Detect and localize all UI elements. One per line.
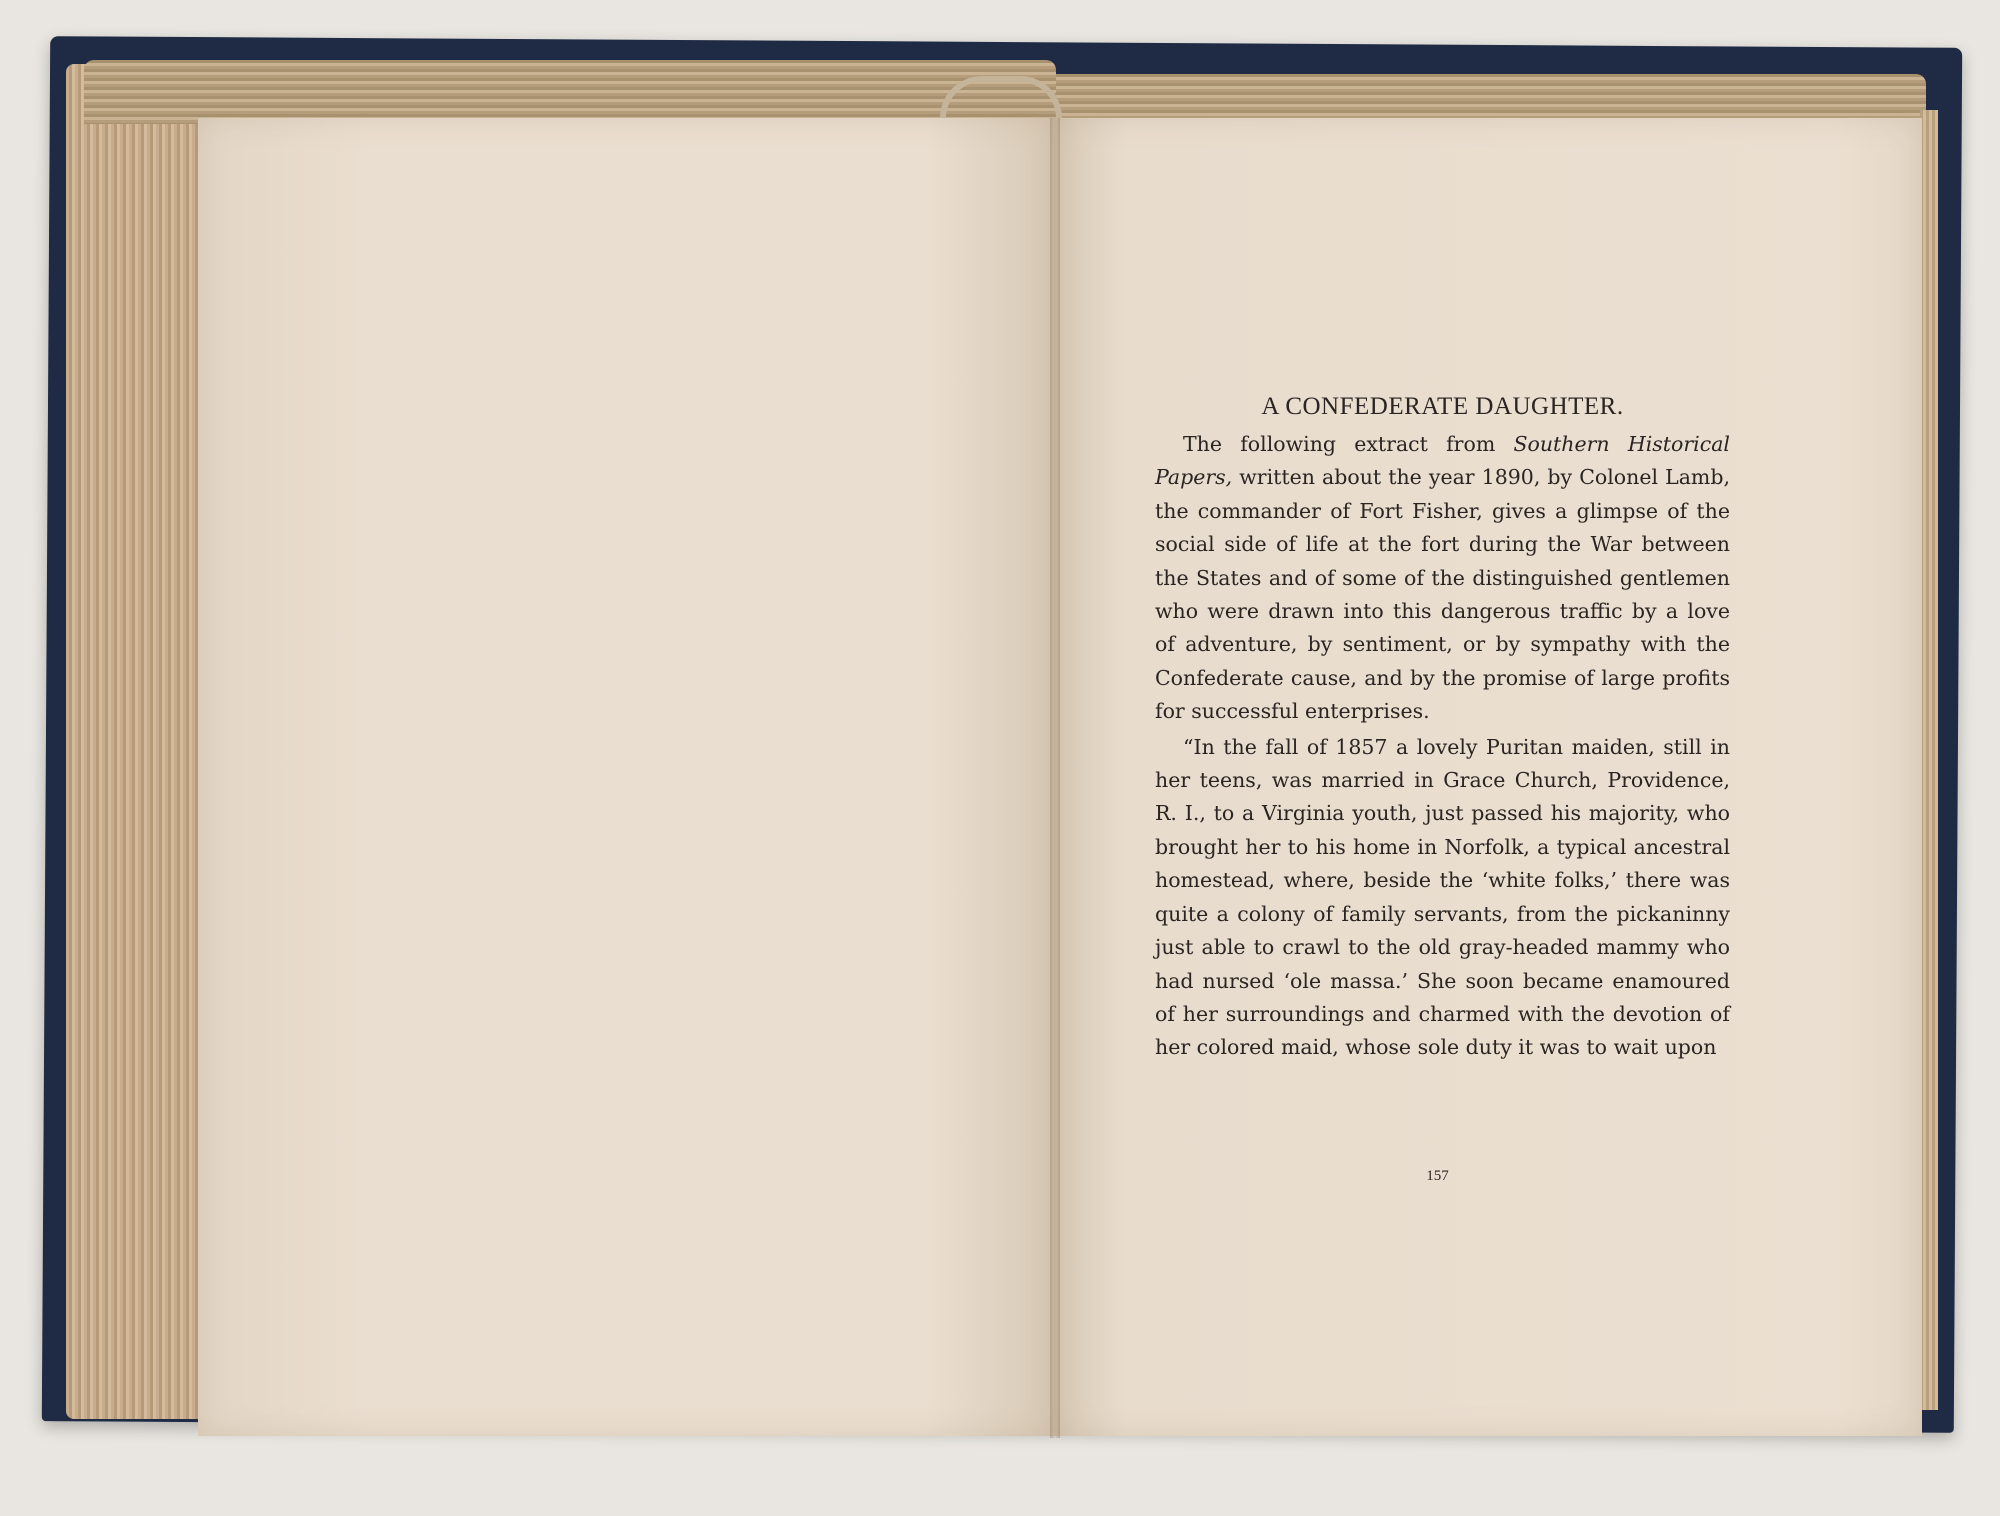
paragraph-1-start: The following extract from xyxy=(1183,432,1514,456)
left-page-blank xyxy=(198,118,1056,1436)
paragraph-1-rest: written about the year 1890, by Colonel Lamb, the commander of Fort Fisher, gives a glimpse of the social side of life at the fort during the War between the States and of some of the distinguished gentlemen who were drawn into this dangerous traffic by a love of adventure, by sentiment, or by sympathy with the Confederate cause, and by the promise of large profits for successful enterprises. xyxy=(1155,465,1730,724)
page-text xyxy=(1155,390,1730,1065)
page-number: 157 xyxy=(1426,1168,1449,1184)
page-edges-left xyxy=(66,64,216,1419)
page-edges-top-left xyxy=(84,60,1056,124)
paragraph-1-italic-title: Southern Historical Papers, xyxy=(1155,432,1730,490)
page-edges-right xyxy=(1920,110,1938,1410)
paragraph-1 xyxy=(1155,428,1730,729)
chapter-title: A CONFEDERATE DAUGHTER. xyxy=(1261,393,1624,420)
book-gutter xyxy=(1050,118,1060,1438)
paragraph-2: “In the fall of 1857 a lovely Puritan maiden, still in her teens, was married in Grace Church, Providence, R. I., to a Virginia youth, just passed his majority, who brought her to his home in Norfolk, a typical ancestral homestead, where, beside the ‘white folks,’ there was quite a colony of family servants, from the pickaninny just able to crawl to the old gray-headed mammy who had nursed ‘ole massa.’ She soon became enamoured of her surroundings and charmed with the devotion of her colored maid, whose sole duty it was to wait upon xyxy=(1155,734,1730,1060)
